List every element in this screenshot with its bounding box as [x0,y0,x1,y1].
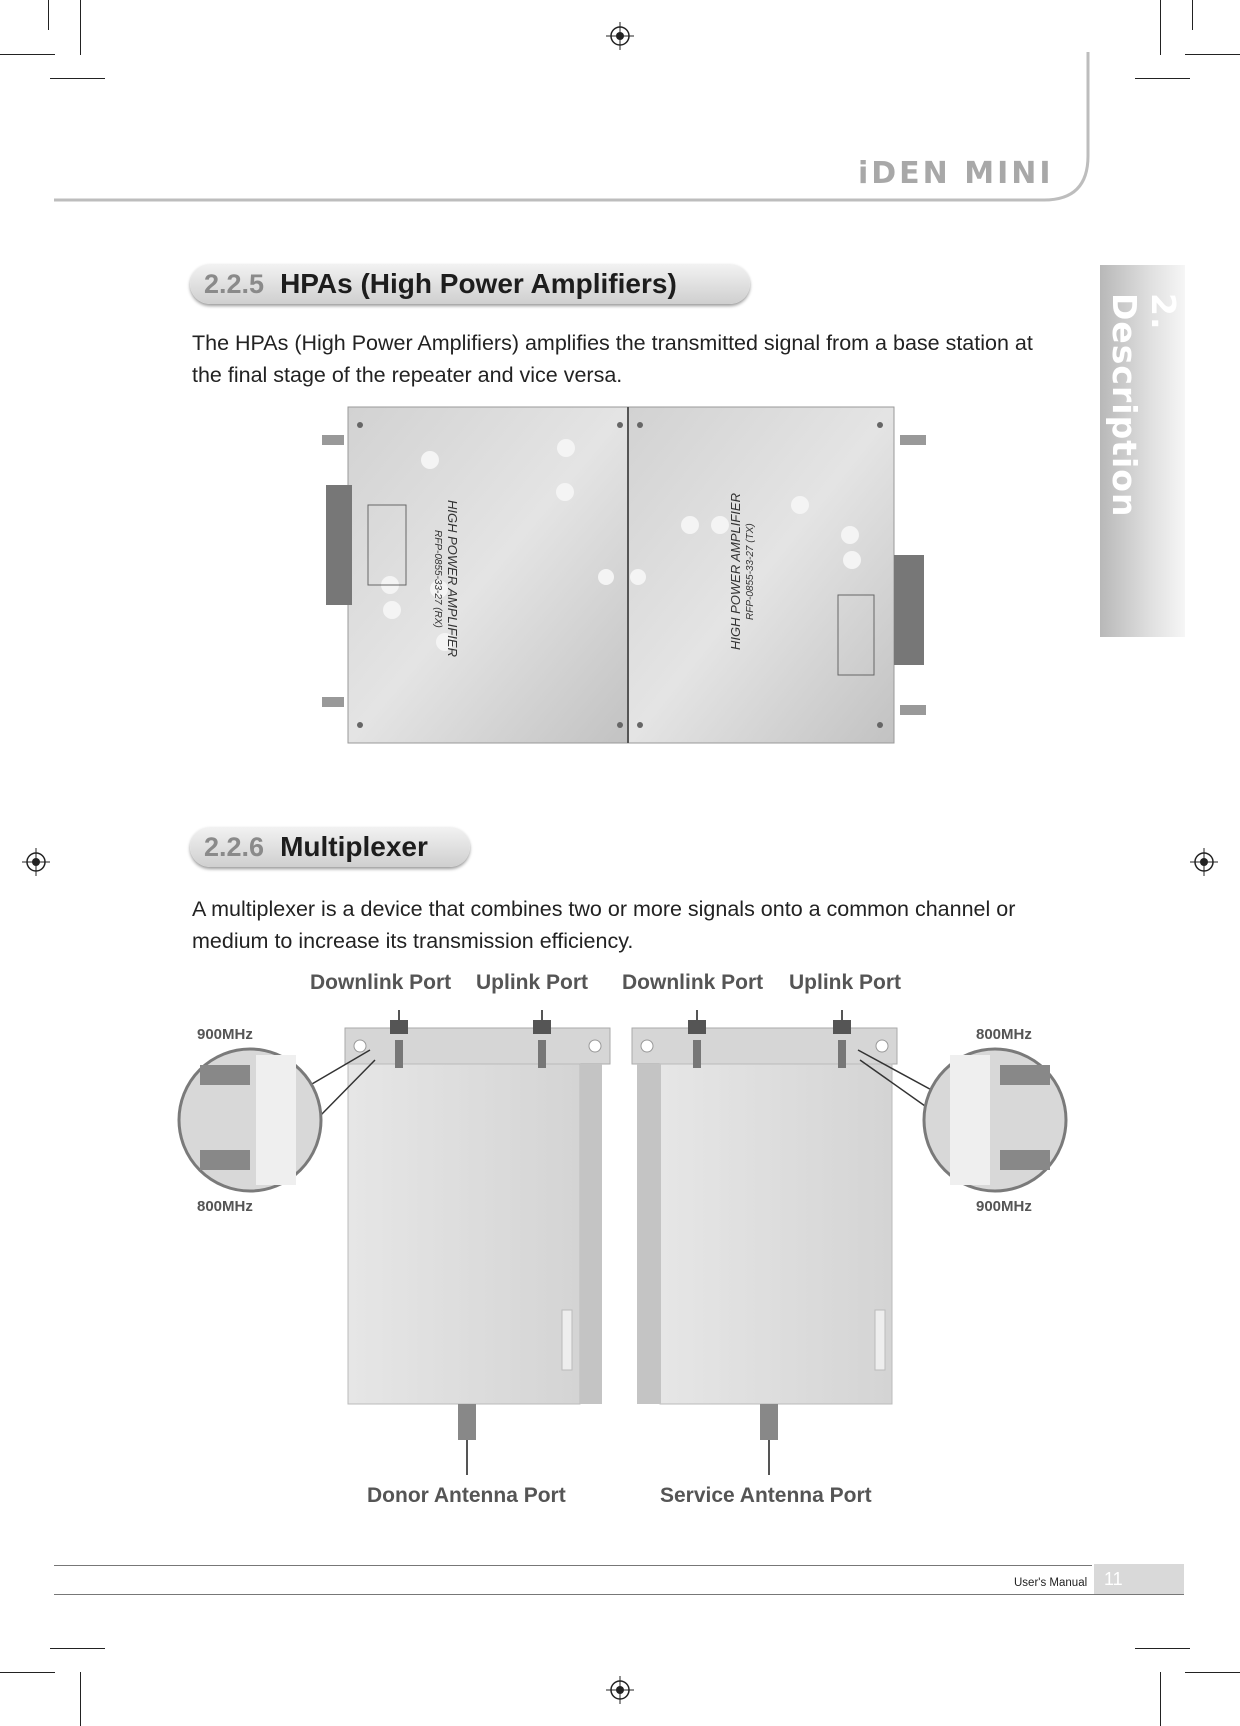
hpa-tx-label-line2: RFP-0855-33-27 (TX) [745,523,756,620]
registration-mark-icon [606,1676,634,1704]
registration-mark-icon [606,22,634,50]
right-top-frequency: 800MHz [976,1026,1032,1043]
section-heading [190,264,750,304]
donor-antenna-port-label: Donor Antenna Port [367,1484,566,1507]
hpa-photo [320,405,940,745]
footer-rule-bottom [54,1594,1184,1595]
registration-mark-icon [22,848,50,876]
registration-mark-icon [1190,848,1218,876]
left-bottom-frequency: 800MHz [197,1198,253,1215]
section-body: A multiplexer is a device that combines two or more signals onto a common channel or medium to increase its transmission efficiency. [192,897,1016,953]
right-uplink-port-label: Uplink Port [789,971,902,994]
section-number: 2.2.6 [204,831,265,862]
section-body: The HPAs (High Power Amplifiers) amplifies the transmitted signal from a base station at the final stage of the repeater and vice versa. [192,331,1033,387]
chapter-tab-label: 2. Description [1105,293,1183,518]
left-downlink-port-label: Downlink Port [310,971,452,994]
section-title: HPAs (High Power Amplifiers) [280,268,677,299]
section-title: Multiplexer [280,831,428,862]
left-uplink-port-label: Uplink Port [476,971,589,994]
section-heading [190,827,470,867]
multiplexer-photo [170,1010,1080,1480]
left-top-frequency: 900MHz [197,1026,253,1043]
service-antenna-port-label: Service Antenna Port [660,1484,872,1507]
right-bottom-frequency: 900MHz [976,1198,1032,1215]
hpa-tx-label-line1: HIGH POWER AMPLIFIER [728,493,743,650]
right-downlink-port-label: Downlink Port [622,971,764,994]
section-number: 2.2.5 [204,268,265,299]
hpa-rx-label-line2: RFP-0855-33-27 (RX) [432,530,443,628]
hpa-rx-label-line1: HIGH POWER AMPLIFIER [445,500,460,657]
page-number: 11 [1092,1564,1184,1594]
footer-label: User's Manual [1014,1577,1088,1589]
brand-logo: iDEN MINI [858,156,1054,191]
footer-rule-top [54,1565,1184,1566]
